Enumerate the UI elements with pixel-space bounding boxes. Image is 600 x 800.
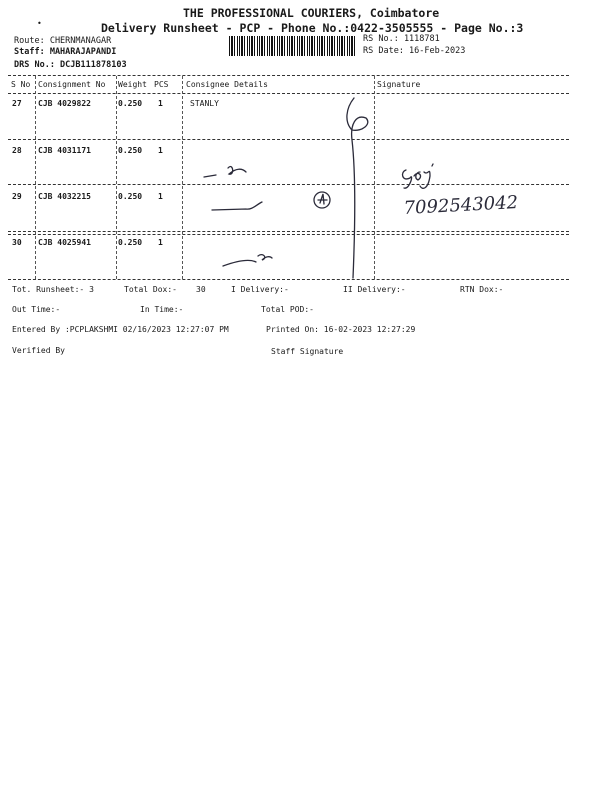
verified-by: Verified By [12, 346, 65, 355]
total-dox-value: 30 [196, 285, 206, 294]
circled-number [314, 192, 330, 208]
row-consignment: CJB 4032215 [38, 192, 91, 201]
route-label: Route: CHERNMANAGAR [14, 36, 112, 46]
col-header-pcs: PCS [154, 80, 169, 89]
col-header-consignee: Consignee Details [186, 80, 268, 89]
rtn-dox: RTN Dox:- [460, 285, 504, 294]
total-pod: Total POD:- [261, 305, 314, 314]
row-sno: 29 [12, 192, 22, 201]
handwritten-phone: 7092543042 [403, 192, 519, 219]
row-consignee: STANLY [190, 99, 219, 108]
col-header-signature: Signature [377, 80, 421, 89]
row-separator [8, 139, 569, 140]
col-header-consignment: Consignment No [38, 80, 106, 89]
rs-date: RS Date: 16-Feb-2023 [363, 46, 466, 56]
row-pcs: 1 [158, 99, 163, 108]
row-pcs: 1 [158, 192, 163, 201]
scan-mark: • [37, 19, 42, 28]
signature-vertical-stroke [347, 98, 368, 278]
row-sno: 30 [12, 238, 22, 247]
staff-label: Staff: MAHARAJAPANDI [14, 47, 117, 57]
row-pcs: 1 [158, 238, 163, 247]
row-sno: 27 [12, 99, 22, 108]
tot-runsheet: Tot. Runsheet:- 3 [12, 285, 94, 294]
signature-mark [204, 166, 246, 177]
row-separator [8, 184, 569, 185]
row-consignment: CJB 4029822 [38, 99, 91, 108]
col-divider [116, 76, 117, 279]
col-divider [35, 76, 36, 279]
total-dox-label: Total Dox:- [124, 285, 177, 294]
col-header-sno: S No [11, 80, 31, 89]
row-weight: 0.250 [118, 99, 143, 108]
barcode-icon [229, 36, 355, 56]
row-sno: 28 [12, 146, 22, 155]
col-divider [374, 76, 375, 279]
col-header-weight: Weight [118, 80, 147, 89]
row-consignment: CJB 4031171 [38, 146, 91, 155]
company-title: THE PROFESSIONAL COURIERS, Coimbatore [183, 6, 440, 20]
table-bottom-rule [8, 279, 569, 280]
row-weight: 0.250 [118, 146, 143, 155]
staff-signature: Staff Signature [271, 347, 344, 356]
in-time: In Time:- [140, 305, 184, 314]
row-weight: 0.250 [118, 238, 143, 247]
ii-delivery: II Delivery:- [343, 285, 406, 294]
drs-number: DRS No.: DCJB111878103 [14, 60, 127, 70]
row-separator [8, 231, 569, 232]
rs-number: RS No.: 1118781 [363, 34, 440, 44]
runsheet-heading: Delivery Runsheet - PCP - Phone No.:0422-3505555 - Page No.:3 [101, 21, 524, 35]
signature-mark [212, 202, 262, 210]
entered-by: Entered By :PCPLAKSHMI 02/16/2023 12:27:07 PM [12, 325, 229, 334]
out-time: Out Time:- [12, 305, 61, 314]
row-pcs: 1 [158, 146, 163, 155]
signature-mark [223, 255, 272, 266]
header-rule-top [8, 75, 569, 76]
row-separator [8, 234, 569, 235]
i-delivery: I Delivery:- [231, 285, 289, 294]
printed-on: Printed On: 16-02-2023 12:27:29 [266, 325, 416, 334]
row-weight: 0.250 [118, 192, 143, 201]
col-divider [182, 76, 183, 279]
row-consignment: CJB 4025941 [38, 238, 91, 247]
header-rule-bottom [8, 93, 569, 94]
